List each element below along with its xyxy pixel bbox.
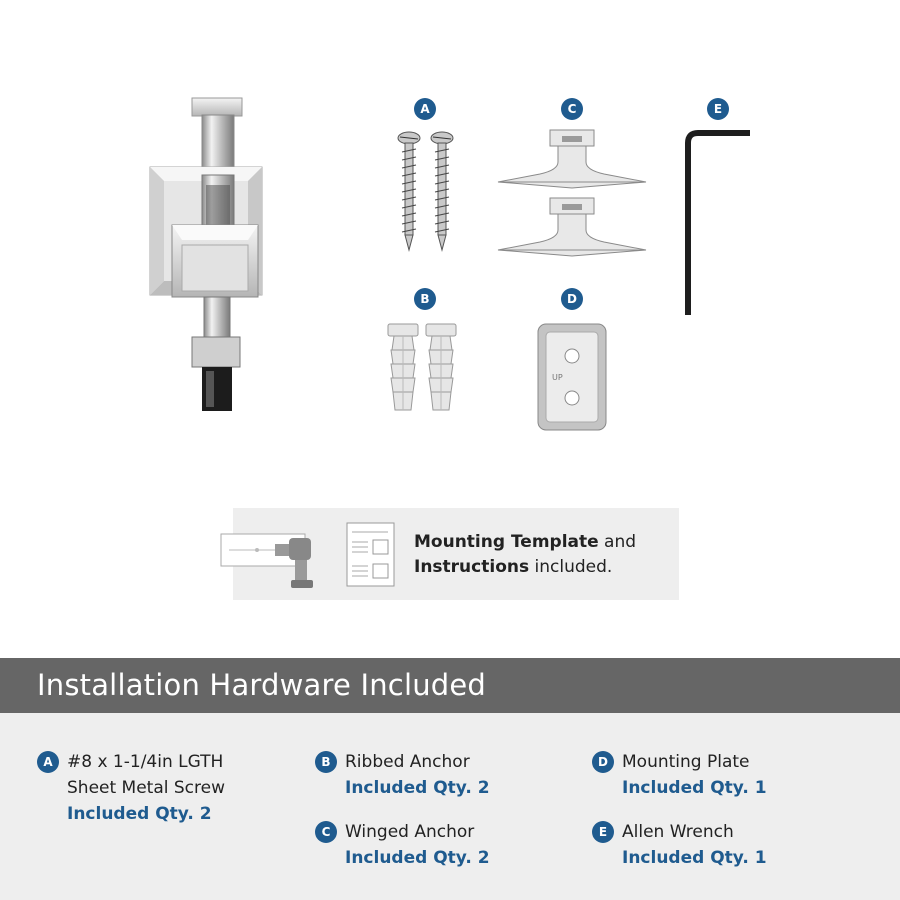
- section-header-bar: [0, 658, 900, 713]
- item-a-line1: #8 x 1-1/4in LGTH: [67, 752, 224, 772]
- item-badge-c: C: [315, 821, 337, 843]
- badge-c: C: [561, 98, 583, 120]
- product-double-hook-image: [140, 95, 270, 415]
- notice-bold-template: Mounting Template: [414, 532, 599, 552]
- item-badge-d: D: [592, 751, 614, 773]
- notice-text-and: and: [598, 532, 637, 552]
- notice-text: [414, 530, 674, 580]
- notice-bold-instructions: Instructions: [414, 557, 530, 577]
- instructions-document-icon: [346, 522, 396, 588]
- allen-wrench-illustration: [680, 125, 755, 320]
- badge-d: D: [561, 288, 583, 310]
- item-badge-e: E: [592, 821, 614, 843]
- item-c-qty: Included Qty. 2: [345, 848, 490, 868]
- item-e-line1: Allen Wrench: [622, 822, 734, 842]
- item-e-qty: Included Qty. 1: [622, 848, 767, 868]
- item-b-line1: Ribbed Anchor: [345, 752, 470, 772]
- item-d-line1: Mounting Plate: [622, 752, 750, 772]
- badge-a: A: [414, 98, 436, 120]
- winged-anchor-illustration: [494, 128, 650, 258]
- section-title: Installation Hardware Included: [37, 668, 487, 702]
- item-c-line1: Winged Anchor: [345, 822, 475, 842]
- notice-text-included: included.: [529, 557, 613, 577]
- badge-e: E: [707, 98, 729, 120]
- mounting-plate-illustration: [536, 322, 608, 432]
- ribbed-anchor-illustration: [384, 320, 464, 420]
- hardware-list-panel: [0, 713, 900, 900]
- badge-b: B: [414, 288, 436, 310]
- item-b-qty: Included Qty. 2: [345, 778, 490, 798]
- screw-illustration: [392, 130, 462, 255]
- item-badge-b: B: [315, 751, 337, 773]
- template-notice-box: [233, 508, 679, 600]
- item-badge-a: A: [37, 751, 59, 773]
- item-a-line2: Sheet Metal Screw: [67, 778, 226, 798]
- item-a-qty: Included Qty. 2: [67, 804, 212, 824]
- drill-template-icon: [219, 530, 319, 592]
- item-d-qty: Included Qty. 1: [622, 778, 767, 798]
- plate-up-mark: UP: [552, 373, 563, 382]
